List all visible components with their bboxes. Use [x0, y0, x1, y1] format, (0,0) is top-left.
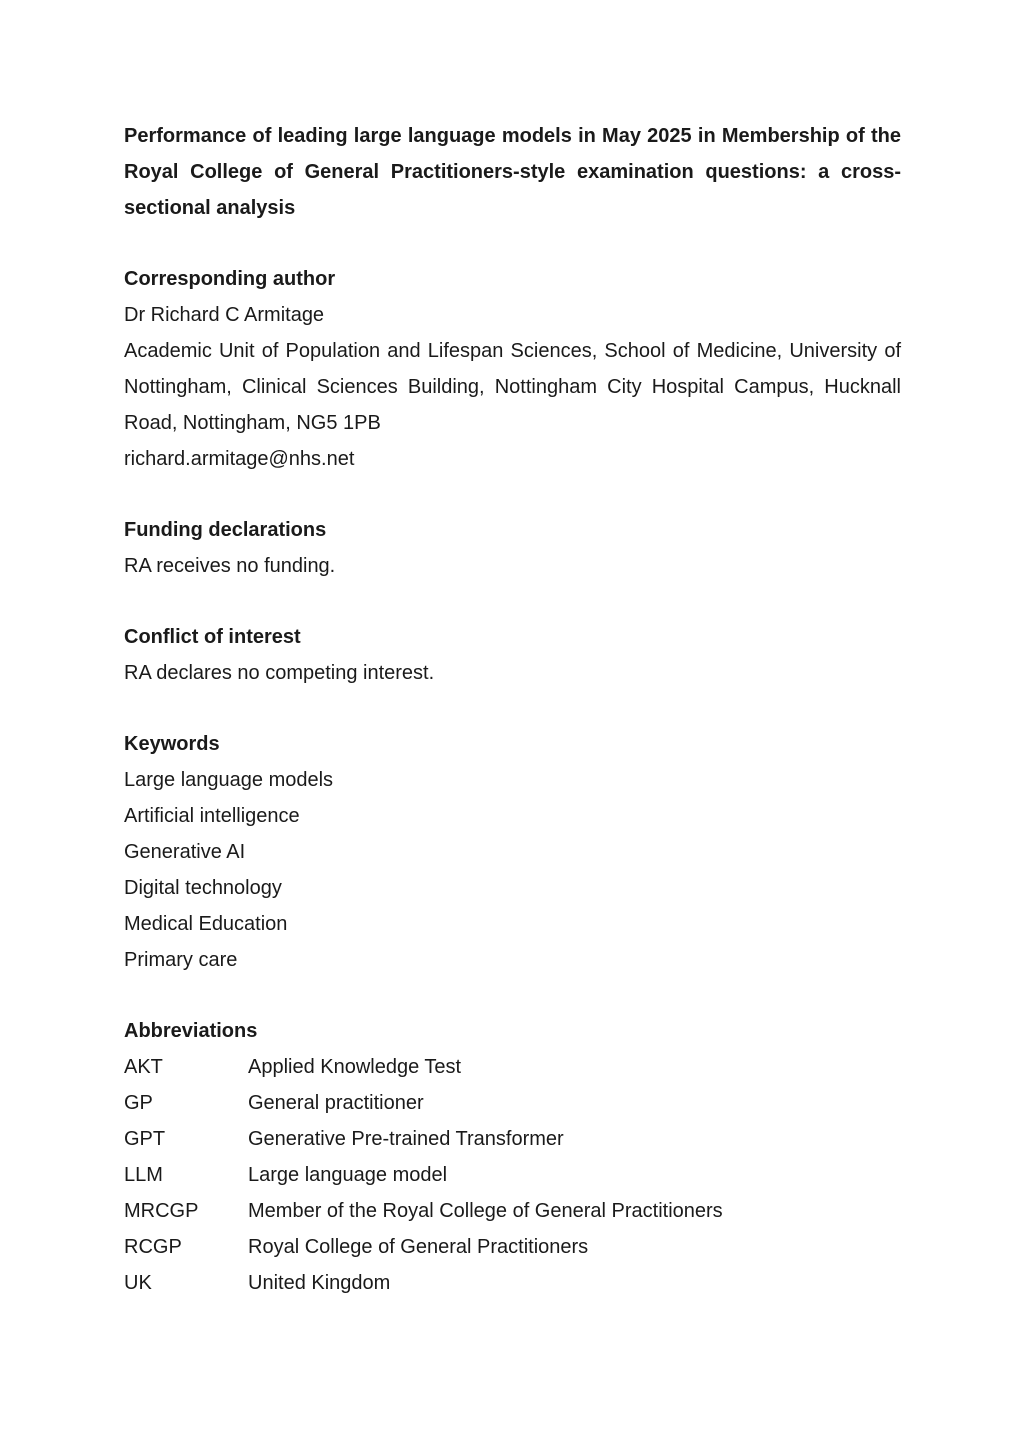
abbreviation-meaning: United Kingdom: [248, 1272, 391, 1294]
abbreviation-term: AKT: [124, 1056, 163, 1078]
abbreviation-term: GP: [124, 1092, 153, 1114]
abbreviation-row: [124, 1265, 901, 1301]
abbreviation-meaning: General practitioner: [248, 1092, 424, 1114]
abbreviation-row: [124, 1049, 901, 1085]
keyword-item: Generative AI: [124, 841, 246, 863]
abbreviation-term: UK: [124, 1272, 152, 1294]
paper-title: Performance of leading large language models in May 2025 in Membership of the Royal College of General Practitioners-style examination questions: a cross-sectional analysis: [124, 125, 901, 219]
conflict-text: RA declares no competing interest.: [124, 662, 435, 684]
abbreviations-heading: Abbreviations: [124, 1020, 258, 1042]
keywords-heading: Keywords: [124, 733, 220, 755]
abbreviation-meaning: Royal College of General Practitioners: [248, 1236, 589, 1258]
abbreviation-term: LLM: [124, 1164, 163, 1186]
author-email: richard.armitage@nhs.net: [124, 448, 355, 470]
conflict-section: [124, 619, 901, 691]
abbreviation-row: [124, 1193, 901, 1229]
abbreviation-meaning: Generative Pre-trained Transformer: [248, 1128, 564, 1150]
corresponding-author-heading: Corresponding author: [124, 268, 336, 290]
funding-heading: Funding declarations: [124, 519, 327, 541]
keyword-item: Primary care: [124, 949, 238, 971]
funding-text: RA receives no funding.: [124, 555, 336, 577]
author-name: Dr Richard C Armitage: [124, 304, 325, 326]
page-content: [124, 118, 901, 1301]
abbreviation-row: [124, 1157, 901, 1193]
abbreviation-row: [124, 1121, 901, 1157]
keyword-item: Large language models: [124, 769, 334, 791]
funding-section: [124, 512, 901, 584]
abbreviation-term: GPT: [124, 1128, 166, 1150]
conflict-heading: Conflict of interest: [124, 626, 301, 648]
abbreviation-term: RCGP: [124, 1236, 182, 1258]
abbreviation-row: [124, 1085, 901, 1121]
keyword-item: Artificial intelligence: [124, 805, 300, 827]
corresponding-author-section: [124, 261, 901, 477]
abbreviation-meaning: Large language model: [248, 1164, 448, 1186]
keyword-item: Digital technology: [124, 877, 282, 899]
abbreviation-row: [124, 1229, 901, 1265]
abbreviations-section: [124, 1013, 901, 1301]
author-address: Academic Unit of Population and Lifespan Sciences, School of Medicine, University of Nottingham, Clinical Sciences Building, Nottingham City Hospital Campus, Hucknall Road, Nottingham, NG5 1PB: [124, 340, 901, 434]
abbreviation-meaning: Member of the Royal College of General Practitioners: [248, 1200, 723, 1222]
abbreviation-meaning: Applied Knowledge Test: [248, 1056, 462, 1078]
keyword-item: Medical Education: [124, 913, 288, 935]
keywords-section: [124, 726, 901, 978]
abbreviation-term: MRCGP: [124, 1200, 199, 1222]
